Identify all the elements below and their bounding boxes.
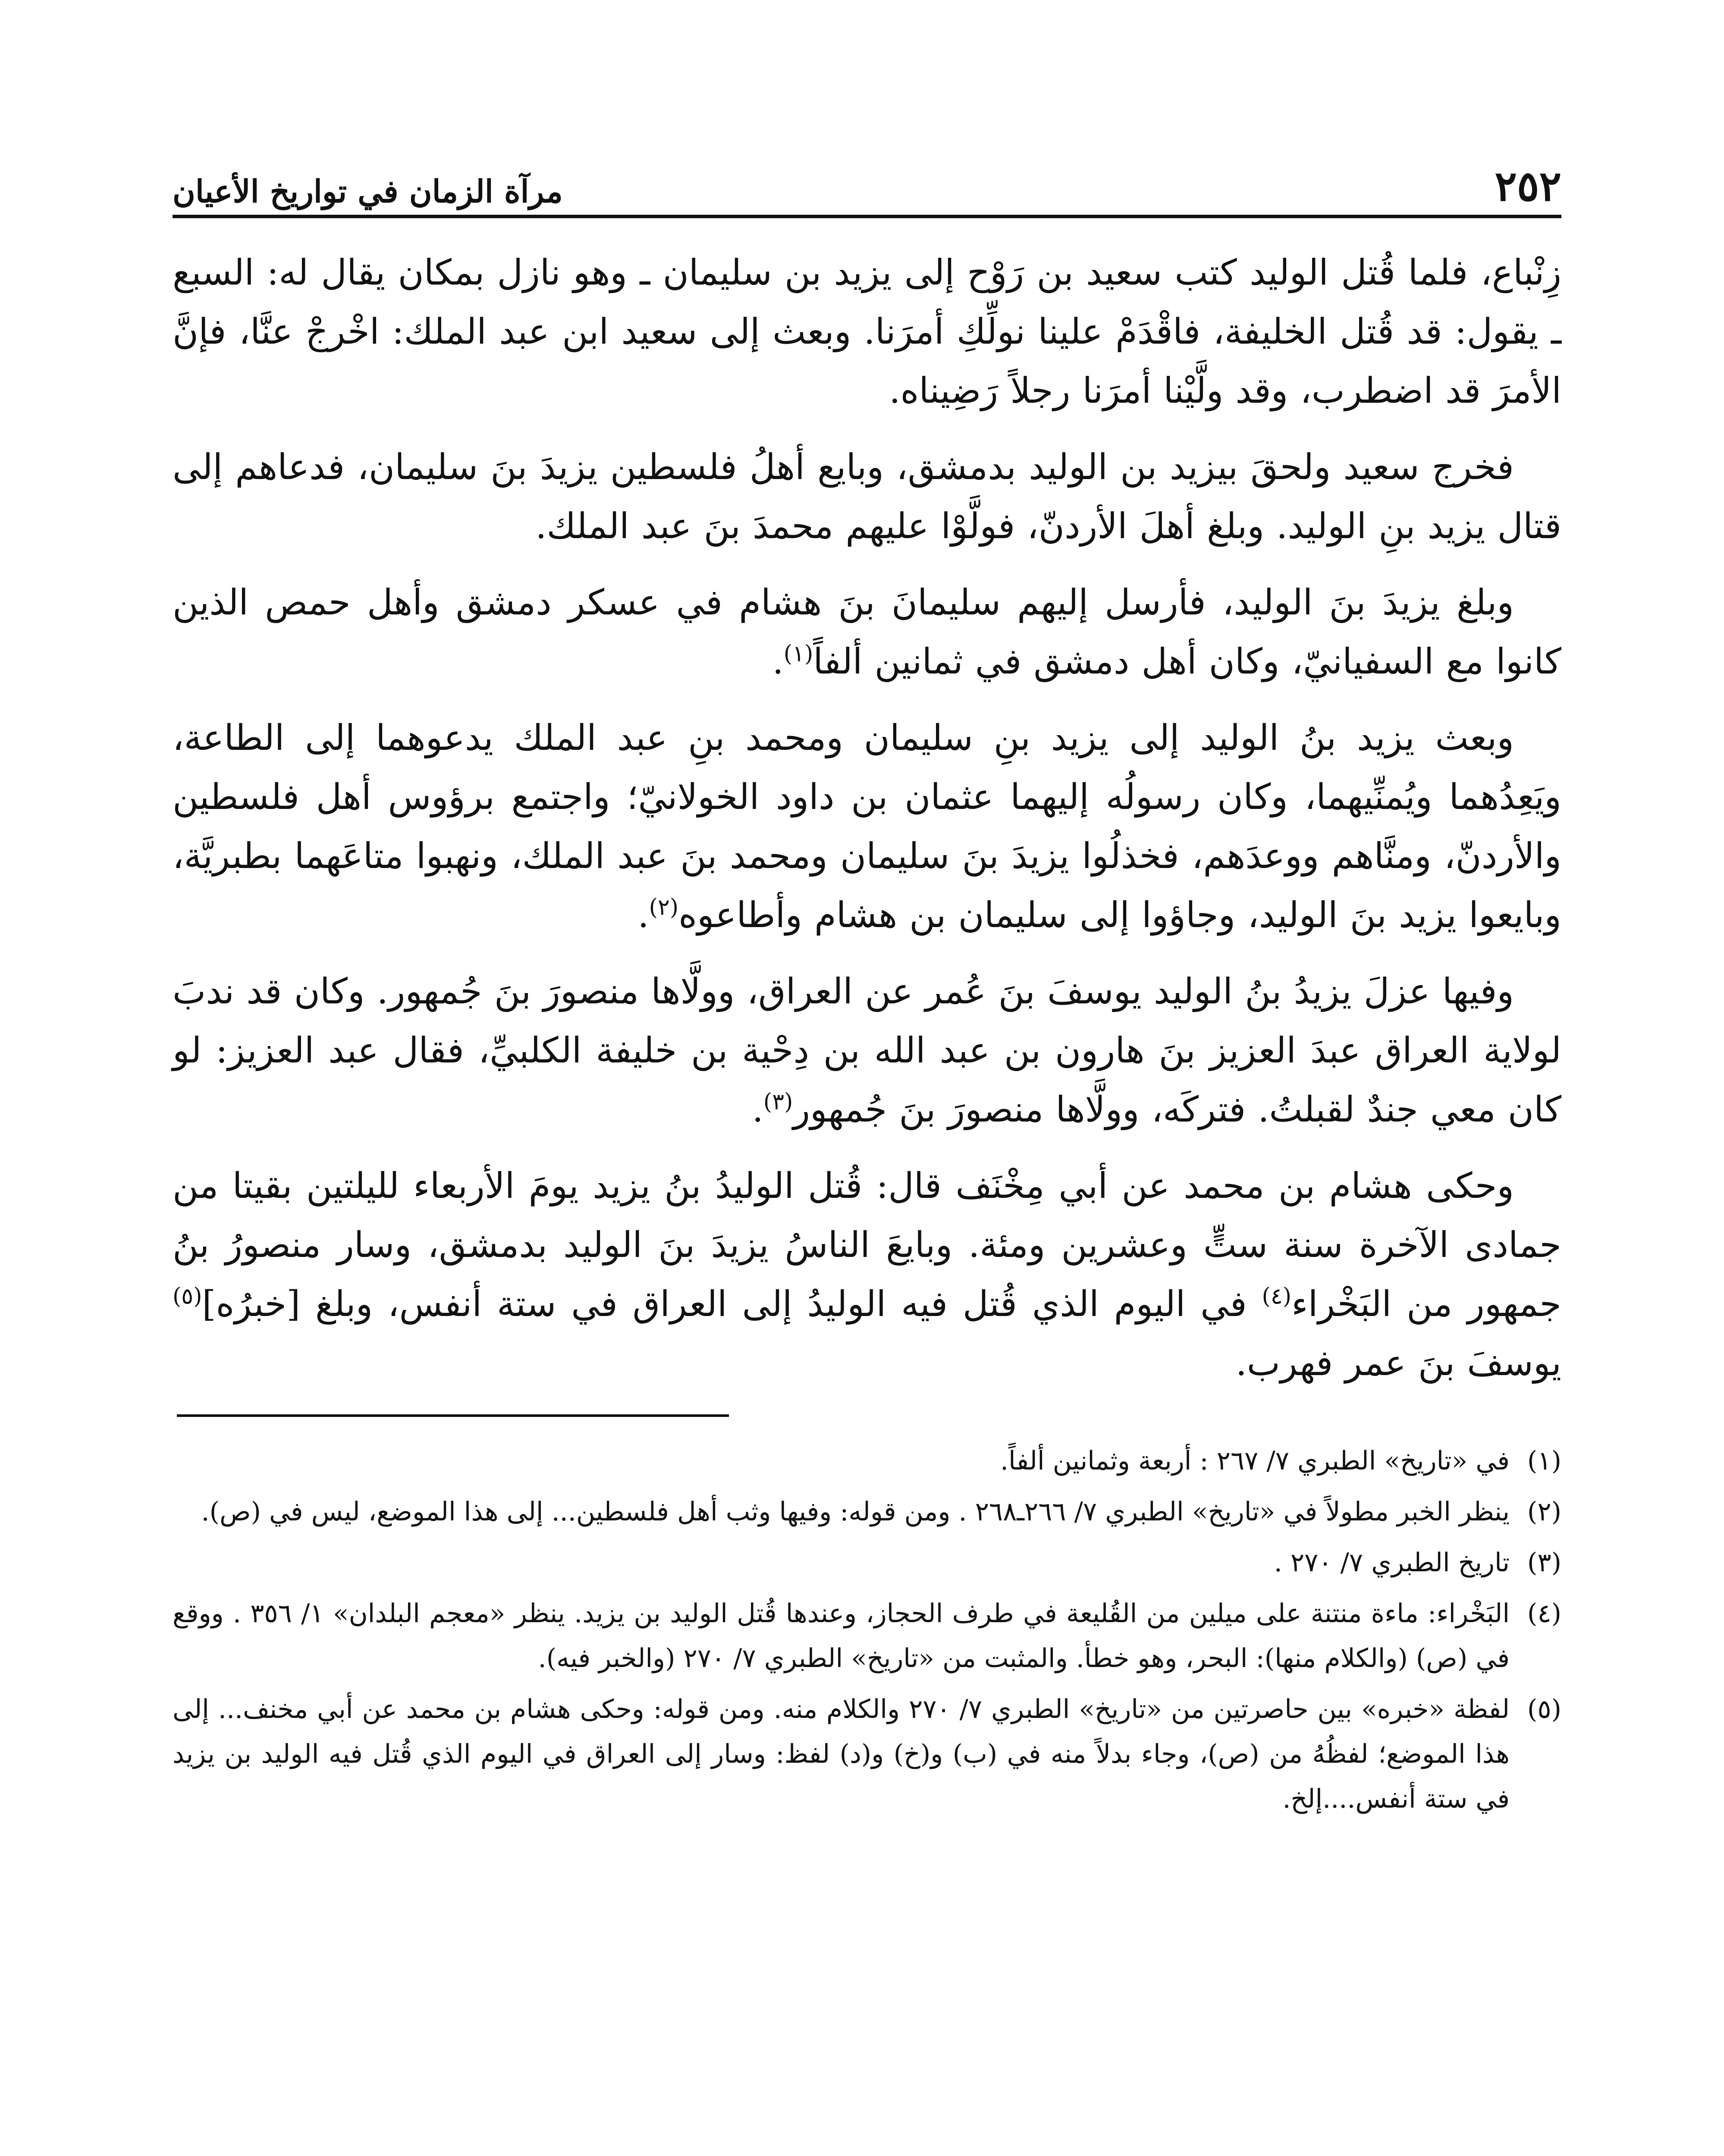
footnote-5: [173, 1687, 1561, 1821]
paragraph-6: [173, 1156, 1561, 1393]
footnote-ref-1[interactable]: (١): [783, 641, 813, 667]
footnote-3: [173, 1540, 1561, 1585]
book-page: [173, 155, 1561, 1827]
footnote-text: لفظة «خبره» بين حاصرتين من «تاريخ» الطبري ٧/ ٢٧٠ والكلام منه. ومن قوله: وحكى هشام بن محمد عن أبي مخنف... إلى هذا الموضع؛ لفظُهُ من (ص)، وجاء بدلاً منه في (ب) و(خ) و(د) لفظ: وسار إلى العراق في اليوم الذي قُتل فيه الوليد بن يزيد في ستة أنفس....إلخ.: [173, 1694, 1510, 1814]
footnote-text: في «تاريخ» الطبري ٧/ ٢٦٧ : أربعة وثمانين ألفاً.: [1000, 1446, 1510, 1476]
paragraph-4-end: .: [637, 895, 649, 936]
footnote-2: [173, 1489, 1561, 1534]
paragraph-4-text: وبعث يزيد بنُ الوليد إلى يزيد بنِ سليمان ومحمد بنِ عبد الملك يدعوهما إلى الطاعة، ويَعِدُهما ويُمنِّيهما، وكان رسولُه إليهما عثمان بن داود الخولانيّ؛ واجتمع برؤوس أهل فلسطين والأردنّ، ومنَّاهم ووعدَهم، فخذلُوا يزيدَ بنَ سليمان ومحمد بنَ عبد الملك، ونهبوا متاعَهما بطبريَّة، وبايعوا يزيد بنَ الوليد، وجاؤوا إلى سليمان بن هشام وأطاعوه: [173, 718, 1561, 936]
paragraph-5-end: .: [752, 1089, 763, 1130]
book-title: مرآة الزمان في تواريخ الأعيان: [173, 173, 563, 210]
paragraph-6-text-b: في اليوم الذي قُتل فيه الوليدُ إلى العراق في ستة أنفس، وبلغ [خبرُه]: [202, 1284, 1262, 1325]
footnote-text: البَخْراء: ماءة منتنة على ميلين من القُليعة في طرف الحجاز، وعندها قُتل الوليد بن يزيد. ينظر «معجم البلدان» ١/ ٣٥٦ . ووقع في (ص) (والكلام منها): البحر، وهو خطأ. والمثبت من «تاريخ» الطبري ٧/ ٢٧٠ (والخبر فيه).: [173, 1598, 1510, 1673]
footnote-number: (٥): [1527, 1694, 1561, 1724]
paragraph-4: [173, 708, 1561, 945]
paragraph-5-text: وفيها عزلَ يزيدُ بنُ الوليد يوسفَ بنَ عُمر عن العراق، وولَّاها منصورَ بنَ جُمهور. وكان قد ندبَ لولاية العراق عبدَ العزيز بنَ هارون بن عبد الله بن دِحْية بن خليفة الكلبيِّ، فقال عبد العزيز: لو كان معي جندٌ لقبلتُ. فتركَه، وولَّاها منصورَ بنَ جُمهور: [173, 971, 1561, 1130]
footnote-number: (١): [1527, 1446, 1561, 1476]
footnote-4: [173, 1591, 1561, 1681]
footnote-ref-4[interactable]: (٤): [1262, 1283, 1292, 1310]
paragraph-2: [173, 438, 1561, 556]
paragraph-3-text: وبلغ يزيدَ بنَ الوليد، فأرسل إليهم سليمانَ بنَ هشام في عسكر دمشق وأهل حمص الذين كانوا مع السفيانيّ، وكان أهل دمشق في ثمانين ألفاً: [173, 582, 1561, 682]
footnotes: [173, 1438, 1561, 1821]
footnote-1: [173, 1438, 1561, 1483]
footnote-ref-2[interactable]: (٢): [649, 894, 679, 921]
paragraph-3-end: .: [772, 641, 784, 682]
footnote-ref-3[interactable]: (٣): [763, 1089, 793, 1115]
paragraph-2-text: فخرج سعيد ولحقَ بيزيد بن الوليد بدمشق، وبايع أهلُ فلسطين يزيدَ بنَ سليمان، فدعاهم إلى قتال يزيد بنِ الوليد. وبلغ أهلَ الأردنّ، فولَّوْا عليهم محمدَ بنَ عبد الملك.: [173, 447, 1561, 547]
running-header: [173, 155, 1561, 218]
paragraph-1: [173, 243, 1561, 420]
paragraph-1-text: زِنْباع، فلما قُتل الوليد كتب سعيد بن رَوْح إلى يزيد بن سليمان ـ وهو نازل بمكان يقال له: السبع ـ يقول: قد قُتل الخليفة، فاقْدَمْ علينا نولِّكِ أمرَنا. وبعث إلى سعيد ابن عبد الملك: اخْرجْ عنَّا، فإنَّ الأمرَ قد اضطرب، وقد ولَّيْنا أمرَنا رجلاً رَضِيناه.: [173, 252, 1561, 411]
footnote-text: تاريخ الطبري ٧/ ٢٧٠ .: [1274, 1548, 1510, 1578]
paragraph-5: [173, 962, 1561, 1139]
footnote-number: (٤): [1527, 1598, 1561, 1629]
footnote-ref-5[interactable]: (٥): [173, 1283, 202, 1310]
paragraph-3: [173, 573, 1561, 691]
main-text: [173, 243, 1561, 1393]
paragraph-6-text-a: وحكى هشام بن محمد عن أبي مِخْنَف قال: قُتل الوليدُ بنُ يزيد يومَ الأربعاء لليلتين بقيتا من جمادى الآخرة سنة ستٍّ وعشرين ومئة. وبايعَ الناسُ يزيدَ بنَ الوليد بدمشق، وسار منصورُ بنُ جمهور من البَخْراء: [173, 1166, 1561, 1325]
paragraph-6-text-c: يوسفَ بنَ عمر فهرب.: [1235, 1343, 1561, 1384]
footnote-text: ينظر الخبر مطولاً في «تاريخ» الطبري ٧/ ٢٦٦ـ٢٦٨ . ومن قوله: وفيها وثب أهل فلسطين... إلى هذا الموضع، ليس في (ص).: [201, 1497, 1510, 1527]
page-number: ٢٥٢: [1495, 162, 1561, 210]
footnote-number: (٣): [1527, 1548, 1561, 1578]
footnote-number: (٢): [1527, 1497, 1561, 1527]
footnote-separator: [177, 1414, 729, 1417]
